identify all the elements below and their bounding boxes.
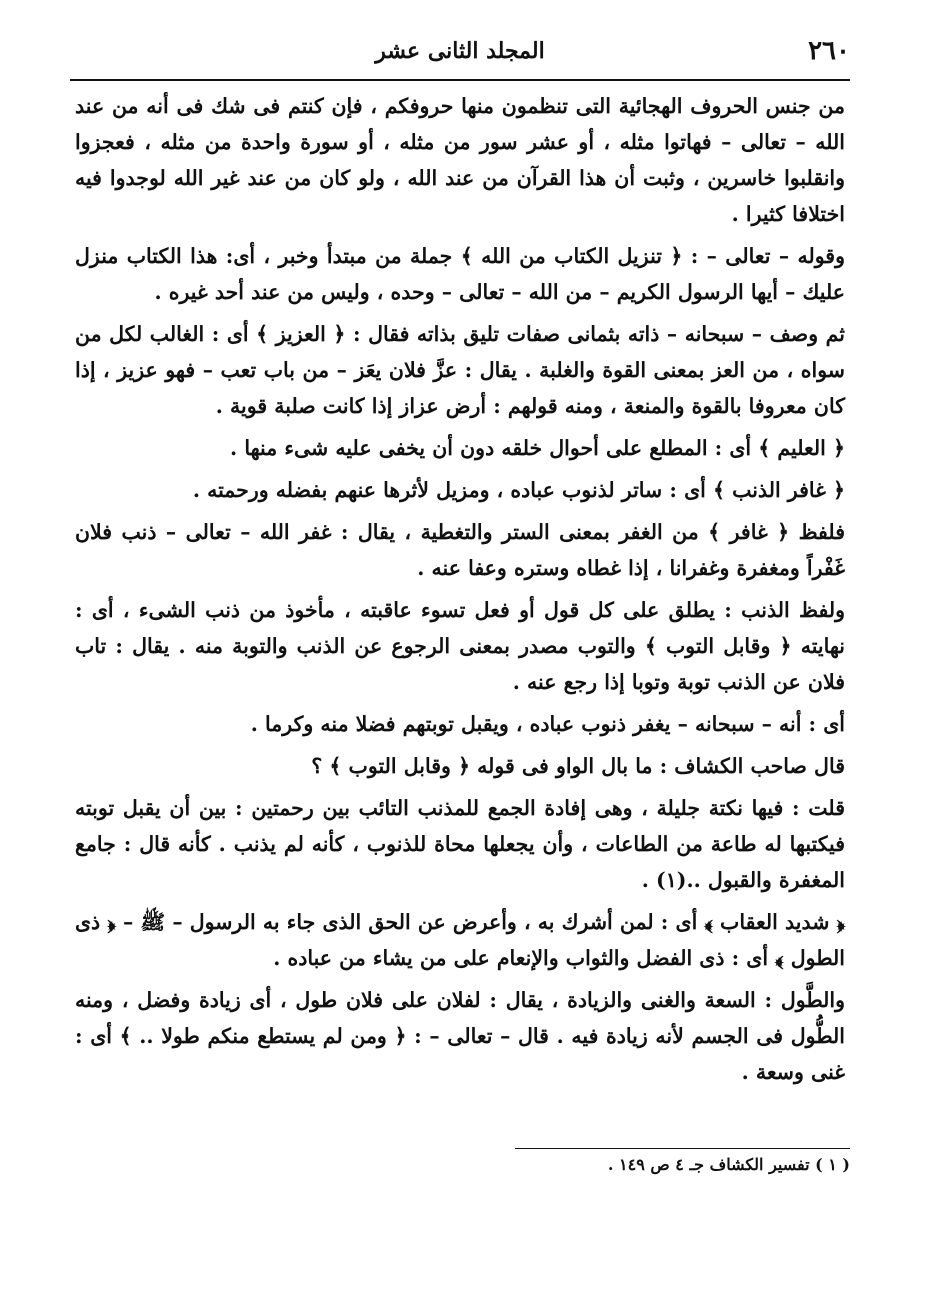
body-text	[75, 88, 845, 1096]
paragraph: قال صاحب الكشاف : ما بال الواو فى قوله ﴿ وقابل التوب ﴾ ؟	[311, 754, 845, 778]
paragraph: ﴿ غافر الذنب ﴾ أى : ساتر لذنوب عباده ، ومزيل لأثرها عنهم بفضله ورحمته .	[192, 478, 845, 502]
paragraph: من جنس الحروف الهجائية التى تنظمون منها حروفكم ، فإن كنتم فى شك فى أنه من عند الله – تعالى – فهاتوا مثله ، أو عشر سور من مثله ، أو سورة واحدة من مثله ، فعجزوا وانقلبوا خاسرين ، وثبت أن هذا القرآن من عند الله ، ولو كان من عند غير الله لوجدوا فيه اختلافا كثيرا .	[75, 94, 845, 226]
paragraph: أى : أنه – سبحانه – يغفر ذنوب عباده ، ويقبل توبتهم فضلا منه وكرما .	[250, 712, 845, 736]
header-rule	[70, 79, 850, 81]
paragraph: فلفظ ﴿ غافر ﴾ من الغفر بمعنى الستر والتغطية ، يقال : غفر الله – تعالى – ذنب فلان غَفْراً ومغفرة وغفرانا ، إذا غطاه وستره وعفا عنه .	[75, 520, 845, 580]
paragraph: وقوله – تعالى – : ﴿ تنزيل الكتاب من الله ﴾ جملة من مبتدأ وخبر ، أى: هذا الكتاب منزل عليك – أيها الرسول الكريم – من الله – تعالى – وحده ، وليس من عند أحد غيره .	[75, 244, 845, 304]
footnote: ( ١ ) تفسير الكشاف جـ ٤ ص ١٤٩ .	[607, 1155, 850, 1174]
footnote-rule	[515, 1148, 850, 1149]
paragraph: والطَّول : السعة والغنى والزيادة ، يقال : لفلان على فلان طول ، أى زيادة وفضل ، ومنه الطُّول فى الجسم لأنه زيادة فيه . قال – تعالى – : ﴿ ومن لم يستطع منكم طولا .. ﴾ أى : غنى وسعة .	[75, 988, 845, 1084]
page-number: ٢٦٠	[808, 36, 850, 66]
running-head: المجلد الثانى عشر	[375, 38, 545, 64]
paragraph: ثم وصف – سبحانه – ذاته بثمانى صفات تليق بذاته فقال : ﴿ العزيز ﴾ أى : الغالب لكل من سواه ، من العز بمعنى القوة والغلبة . يقال : عزَّ فلان يعَز – من باب تعب – فهو عزيز ، إذا كان معروفا بالقوة والمنعة ، ومنه قولهم : أرض عزاز إذا كانت صلبة قوية .	[75, 322, 845, 418]
paragraph: ولفظ الذنب : يطلق على كل قول أو فعل تسوء عاقبته ، مأخوذ من ذنب الشىء ، أى : نهايته ﴿ وقابل التوب ﴾ والتوب مصدر بمعنى الرجوع عن الذنب والتوبة منه . يقال : تاب فلان عن الذنب توبة وتوبا إذا رجع عنه .	[75, 598, 845, 694]
paragraph: قلت : فيها نكتة جليلة ، وهى إفادة الجمع للمذنب التائب بين رحمتين : بين أن يقبل توبته فيكتبها له طاعة من الطاعات ، وأن يجعلها محاة للذنوب ، كأنه لم يذنب . كأنه قال : جامع المغفرة والقبول ..(١) .	[75, 796, 845, 892]
page-header	[70, 30, 850, 76]
paragraph: ﴿ شديد العقاب ﴾ أى : لمن أشرك به ، وأعرض عن الحق الذى جاء به الرسول – ﷺ – ﴿ ذى الطول ﴾ أى : ذى الفضل والثواب والإنعام على من يشاء من عباده .	[75, 910, 845, 970]
paragraph: ﴿ العليم ﴾ أى : المطلع على أحوال خلقه دون أن يخفى عليه شىء منها .	[230, 436, 845, 460]
